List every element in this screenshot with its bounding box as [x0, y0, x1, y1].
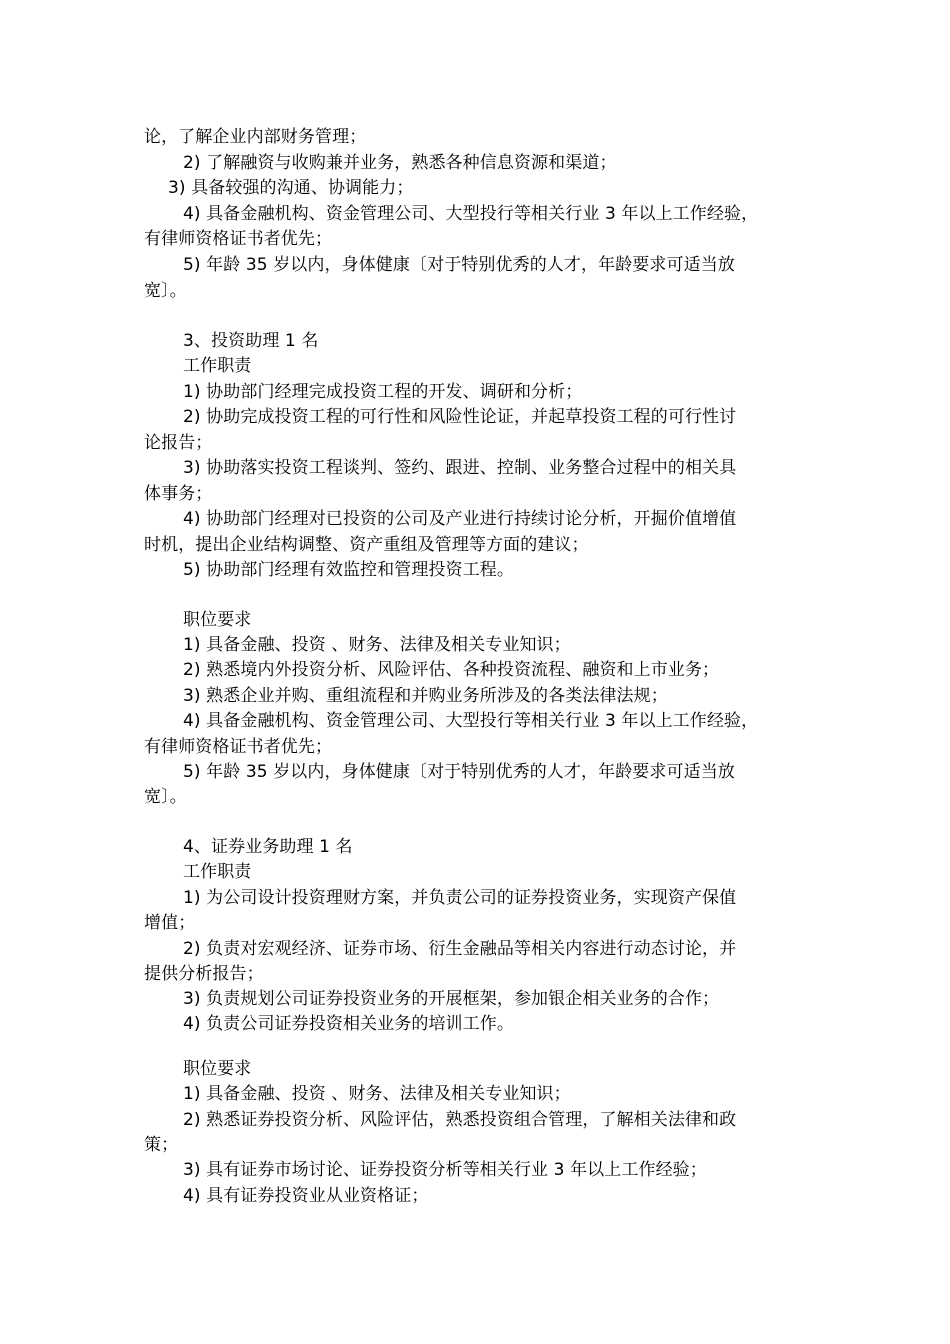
subsection-heading: 工作职责	[183, 356, 252, 376]
text-line: 有律师资格证书者优先；	[144, 229, 333, 249]
text-line: 4) 协助部门经理对已投资的公司及产业进行持续讨论分析，开掘价值增值	[183, 509, 737, 529]
text-line: 有律师资格证书者优先；	[144, 737, 333, 757]
text-line: 论报告；	[144, 433, 213, 453]
text-line: 5) 年龄 35 岁以内，身体健康〔对于特别优秀的人才，年龄要求可适当放	[183, 255, 735, 275]
text-line: 策；	[144, 1135, 179, 1155]
text-line: 2) 负责对宏观经济、证券市场、衍生金融品等相关内容进行动态讨论，并	[183, 939, 737, 959]
text-line: 论，了解企业内部财务管理；	[144, 127, 367, 147]
text-line: 3) 具备较强的沟通、协调能力；	[168, 178, 414, 198]
text-line: 4) 负责公司证券投资相关业务的培训工作。	[183, 1014, 514, 1034]
text-line: 2) 了解融资与收购兼并业务，熟悉各种信息资源和渠道；	[183, 153, 617, 173]
text-line: 1) 具备金融、投资 、财务、法律及相关专业知识；	[183, 1084, 571, 1104]
text-line: 3) 负责规划公司证券投资业务的开展框架，参加银企相关业务的合作；	[183, 989, 720, 1009]
text-line: 时机，提出企业结构调整、资产重组及管理等方面的建议；	[144, 535, 589, 555]
text-line: 2) 熟悉证券投资分析、风险评估，熟悉投资组合管理，了解相关法律和政	[183, 1110, 737, 1130]
text-line: 4) 具备金融机构、资金管理公司、大型投行等相关行业 3 年以上工作经验，	[183, 204, 759, 224]
text-line: 1) 具备金融、投资 、财务、法律及相关专业知识；	[183, 635, 571, 655]
text-line: 5) 年龄 35 岁以内，身体健康〔对于特别优秀的人才，年龄要求可适当放	[183, 762, 735, 782]
text-line: 宽〕。	[144, 787, 187, 807]
text-line: 1) 协助部门经理完成投资工程的开发、调研和分析；	[183, 382, 583, 402]
subsection-heading: 工作职责	[183, 862, 252, 882]
text-line: 5) 协助部门经理有效监控和管理投资工程。	[183, 560, 514, 580]
text-line: 体事务；	[144, 484, 213, 504]
text-line: 增值；	[144, 913, 196, 933]
text-line: 宽〕。	[144, 281, 187, 301]
text-line: 3) 具有证券市场讨论、证券投资分析等相关行业 3 年以上工作经验；	[183, 1160, 707, 1180]
text-line: 3) 协助落实投资工程谈判、签约、跟进、控制、业务整合过程中的相关具	[183, 458, 737, 478]
subsection-heading: 职位要求	[183, 610, 252, 630]
text-line: 2) 协助完成投资工程的可行性和风险性论证，并起草投资工程的可行性讨	[183, 407, 737, 427]
subsection-heading: 职位要求	[183, 1059, 252, 1079]
text-line: 3) 熟悉企业并购、重组流程和并购业务所涉及的各类法律法规；	[183, 686, 668, 706]
text-line: 4) 具备金融机构、资金管理公司、大型投行等相关行业 3 年以上工作经验，	[183, 711, 759, 731]
text-line: 2) 熟悉境内外投资分析、风险评估、各种投资流程、融资和上市业务；	[183, 660, 720, 680]
section-heading: 3、投资助理 1 名	[183, 331, 319, 351]
section-heading: 4、证券业务助理 1 名	[183, 837, 353, 857]
text-line: 4) 具有证券投资业从业资格证；	[183, 1186, 429, 1206]
text-line: 提供分析报告；	[144, 964, 264, 984]
text-line: 1) 为公司设计投资理财方案，并负责公司的证券投资业务，实现资产保值	[183, 888, 737, 908]
